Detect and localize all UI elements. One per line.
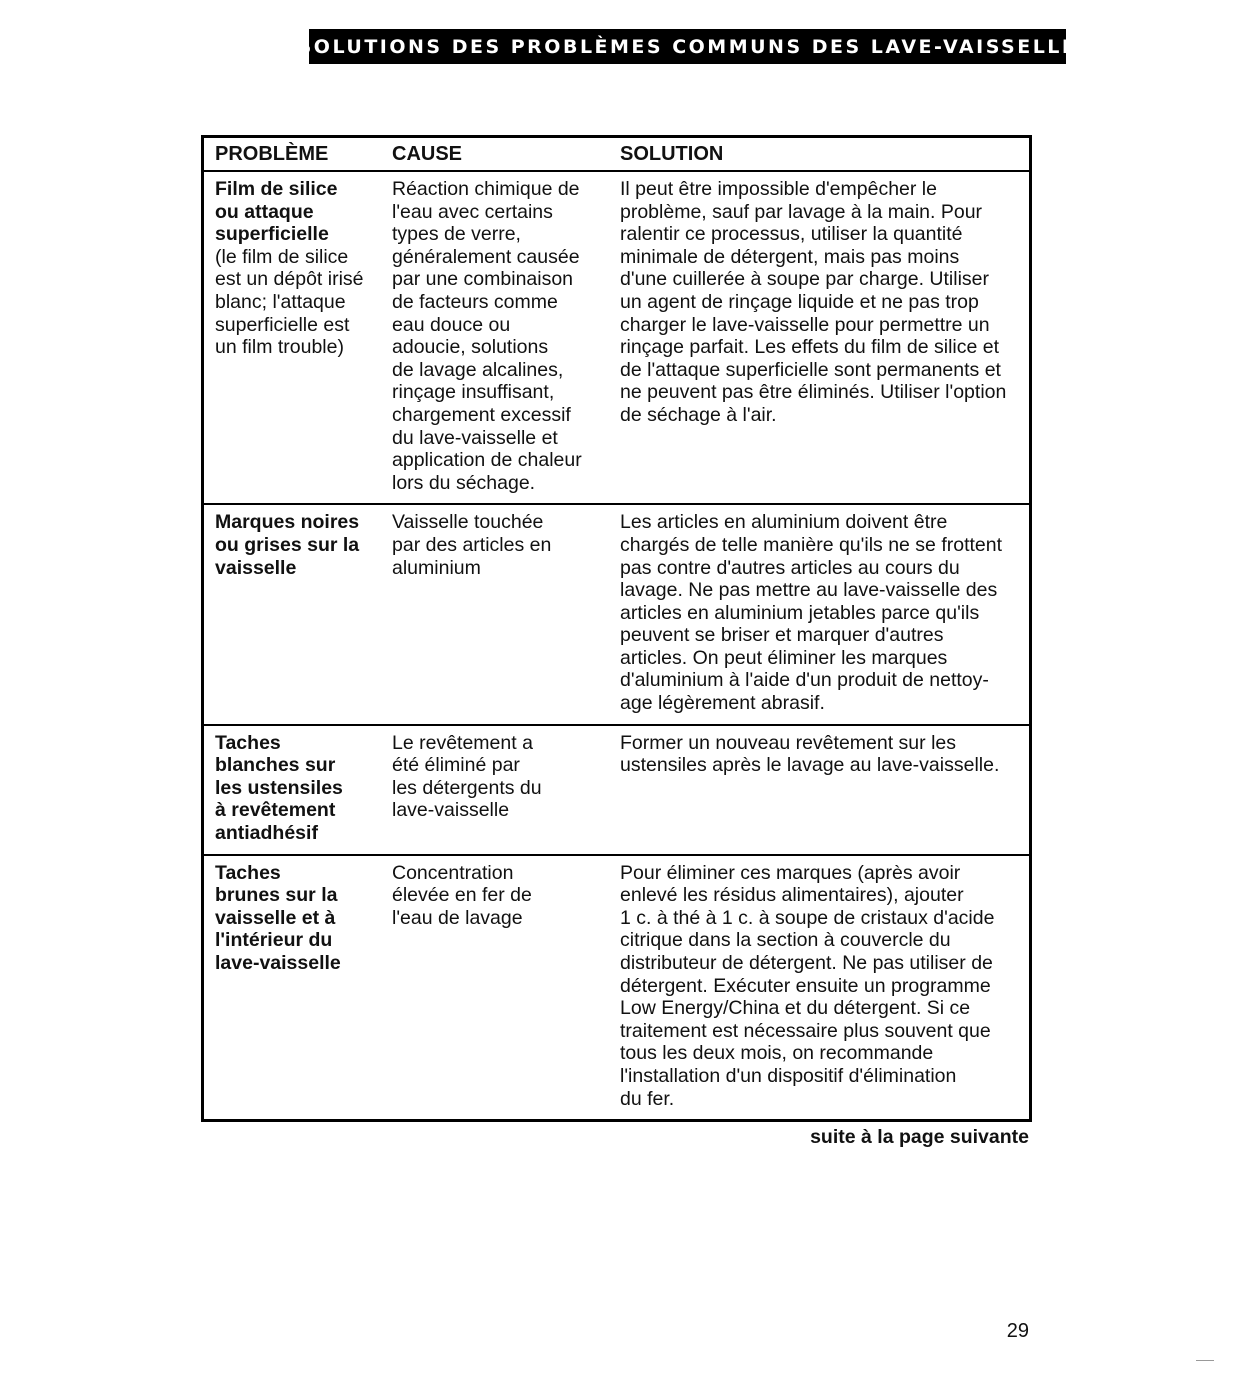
solution-line: d'aluminium à l'aide d'un produit de nettoy- — [620, 669, 989, 692]
cause-line: Réaction chimique de — [392, 178, 580, 200]
problem-title-line: superficielle — [215, 223, 329, 246]
problem-cell — [204, 172, 382, 503]
solution-line: de l'attaque superficielle sont permanents et — [620, 358, 1001, 381]
problem-title-line: ou grises sur la — [215, 533, 360, 556]
scan-mark — [1196, 1360, 1214, 1361]
cause-line: Vaisselle touchée — [392, 511, 544, 534]
cause-line: lave-vaisselle — [392, 799, 510, 822]
cause-line: Le revêtement a — [392, 731, 533, 754]
table-row — [204, 854, 1029, 1120]
cause-cell — [382, 505, 610, 723]
solution-line: distributeur de détergent. Ne pas utiliser de — [620, 952, 993, 974]
solution-line: du fer. — [620, 1087, 675, 1110]
cause-line: l'eau de lavage — [392, 906, 523, 929]
solution-line: détergent. Exécuter ensuite un programme — [620, 974, 991, 997]
table-body — [204, 170, 1029, 1119]
page-title: SOLUTIONS DES PROBLÈMES COMMUNS DES LAVE-VAISSELLE — [297, 35, 1078, 58]
table-row — [204, 170, 1029, 503]
cause-cell — [382, 172, 610, 503]
solution-line: charger le lave-vaisselle pour permettre un — [620, 313, 990, 336]
troubleshooting-table — [201, 135, 1032, 1122]
solution-line: Il peut être impossible d'empêcher le — [620, 178, 937, 200]
problem-cell — [204, 726, 382, 854]
table-row — [204, 503, 1029, 723]
cause-cell — [382, 856, 610, 1120]
solution-line: pas contre d'autres articles au cours du — [620, 556, 960, 579]
cause-line: de facteurs comme — [392, 290, 558, 313]
problem-title-line: vaisselle et à — [215, 906, 336, 929]
solution-line: un agent de rinçage liquide et ne pas trop — [620, 290, 979, 313]
column-header-solution: SOLUTION — [620, 142, 724, 165]
solution-cell — [610, 856, 1029, 1120]
cause-line: chargement excessif — [392, 403, 571, 426]
problem-cell — [204, 856, 382, 1120]
solution-cell — [610, 172, 1029, 503]
solution-line: tous les deux mois, on recommande — [620, 1042, 934, 1065]
column-header-cause: CAUSE — [392, 142, 463, 165]
solution-line: peuvent se briser et marquer d'autres — [620, 624, 944, 647]
solution-line: citrique dans la section à couvercle du — [620, 929, 951, 952]
solution-line: chargés de telle manière qu'ils ne se frottent — [620, 533, 1003, 556]
cause-line: Concentration — [392, 861, 514, 884]
problem-title-line: Marques noires — [215, 511, 360, 534]
solution-line: articles. On peut éliminer les marques — [620, 646, 948, 669]
cause-line: par des articles en — [392, 533, 552, 556]
problem-title-line: lave-vaisselle — [215, 952, 341, 974]
cause-line: eau douce ou — [392, 313, 511, 336]
solution-line: articles en aluminium jetables parce qu'ils — [620, 601, 980, 624]
solution-line: Pour éliminer ces marques (après avoir — [620, 861, 961, 884]
cause-line: les détergents du — [392, 776, 542, 799]
continued-note: suite à la page suivante — [810, 1126, 1029, 1148]
cause-line: de lavage alcalines, — [392, 358, 564, 381]
cause-line: l'eau avec certains — [392, 200, 553, 223]
problem-note-line: (le film de silice — [215, 245, 349, 268]
cause-line: élevée en fer de — [392, 884, 532, 907]
problem-title-line: vaisselle — [215, 556, 297, 579]
solution-line: ne peuvent pas être éliminés. Utiliser l'option — [620, 381, 1007, 404]
cause-line: application de chaleur — [392, 449, 582, 472]
column-header-problem: PROBLÈME — [215, 142, 329, 165]
problem-title-line: antiadhésif — [215, 822, 318, 845]
cause-line: lors du séchage. — [392, 471, 536, 494]
solution-line: problème, sauf par lavage à la main. Pour — [620, 200, 983, 223]
solution-line: Low Energy/China et du détergent. Si ce — [620, 997, 971, 1020]
solution-line: ralentir ce processus, utiliser la quantité — [620, 223, 963, 246]
problem-note-line: blanc; l'attaque — [215, 290, 346, 313]
solution-line: d'une cuillerée à soupe par charge. Utiliser — [620, 268, 990, 291]
cause-line: du lave-vaisselle et — [392, 426, 558, 449]
problem-title-line: blanches sur — [215, 754, 336, 777]
cause-line: par une combinaison — [392, 268, 574, 291]
problem-note-line: superficielle est — [215, 313, 350, 336]
cause-line: types de verre, — [392, 223, 521, 246]
solution-line: minimale de détergent, mais pas moins — [620, 245, 960, 268]
solution-line: age légèrement abrasif. — [620, 692, 825, 715]
problem-title-line: à revêtement — [215, 799, 336, 822]
solution-line: lavage. Ne pas mettre au lave-vaisselle des — [620, 579, 998, 602]
problem-title-line: l'intérieur du — [215, 929, 333, 952]
problem-title-line: les ustensiles — [215, 776, 343, 799]
cause-line: rinçage insuffisant, — [392, 381, 555, 404]
page-number: 29 — [1006, 1320, 1029, 1342]
cause-line: aluminium — [392, 556, 481, 579]
cause-line: adoucie, solutions — [392, 336, 549, 359]
cause-line: été éliminé par — [392, 754, 520, 777]
solution-line: Les articles en aluminium doivent être — [620, 511, 948, 534]
problem-note-line: un film trouble) — [215, 336, 344, 359]
table-row — [204, 724, 1029, 854]
problem-title-line: Taches — [215, 861, 281, 884]
cause-cell — [382, 726, 610, 854]
solution-line: l'installation d'un dispositif d'élimination — [620, 1064, 957, 1087]
problem-title-line: Film de silice — [215, 178, 338, 200]
problem-title-line: ou attaque — [215, 200, 314, 223]
cause-line: généralement causée — [392, 245, 580, 268]
problem-note-line: est un dépôt irisé — [215, 268, 364, 291]
solution-line: rinçage parfait. Les effets du film de silice et — [620, 336, 1000, 359]
table-header-row — [204, 138, 1029, 170]
solution-line: 1 c. à thé à 1 c. à soupe de cristaux d'acide — [620, 906, 995, 929]
solution-cell — [610, 726, 1029, 854]
solution-line: de séchage à l'air. — [620, 403, 777, 426]
problem-cell — [204, 505, 382, 723]
page-title-banner — [297, 29, 1078, 64]
solution-line: ustensiles après le lavage au lave-vaisselle. — [620, 754, 1000, 777]
solution-line: Former un nouveau revêtement sur les — [620, 731, 956, 754]
solution-line: traitement est nécessaire plus souvent que — [620, 1019, 991, 1042]
solution-cell — [610, 505, 1029, 723]
problem-title-line: brunes sur la — [215, 884, 338, 907]
problem-title-line: Taches — [215, 731, 281, 754]
solution-line: enlevé les résidus alimentaires), ajouter — [620, 884, 964, 907]
